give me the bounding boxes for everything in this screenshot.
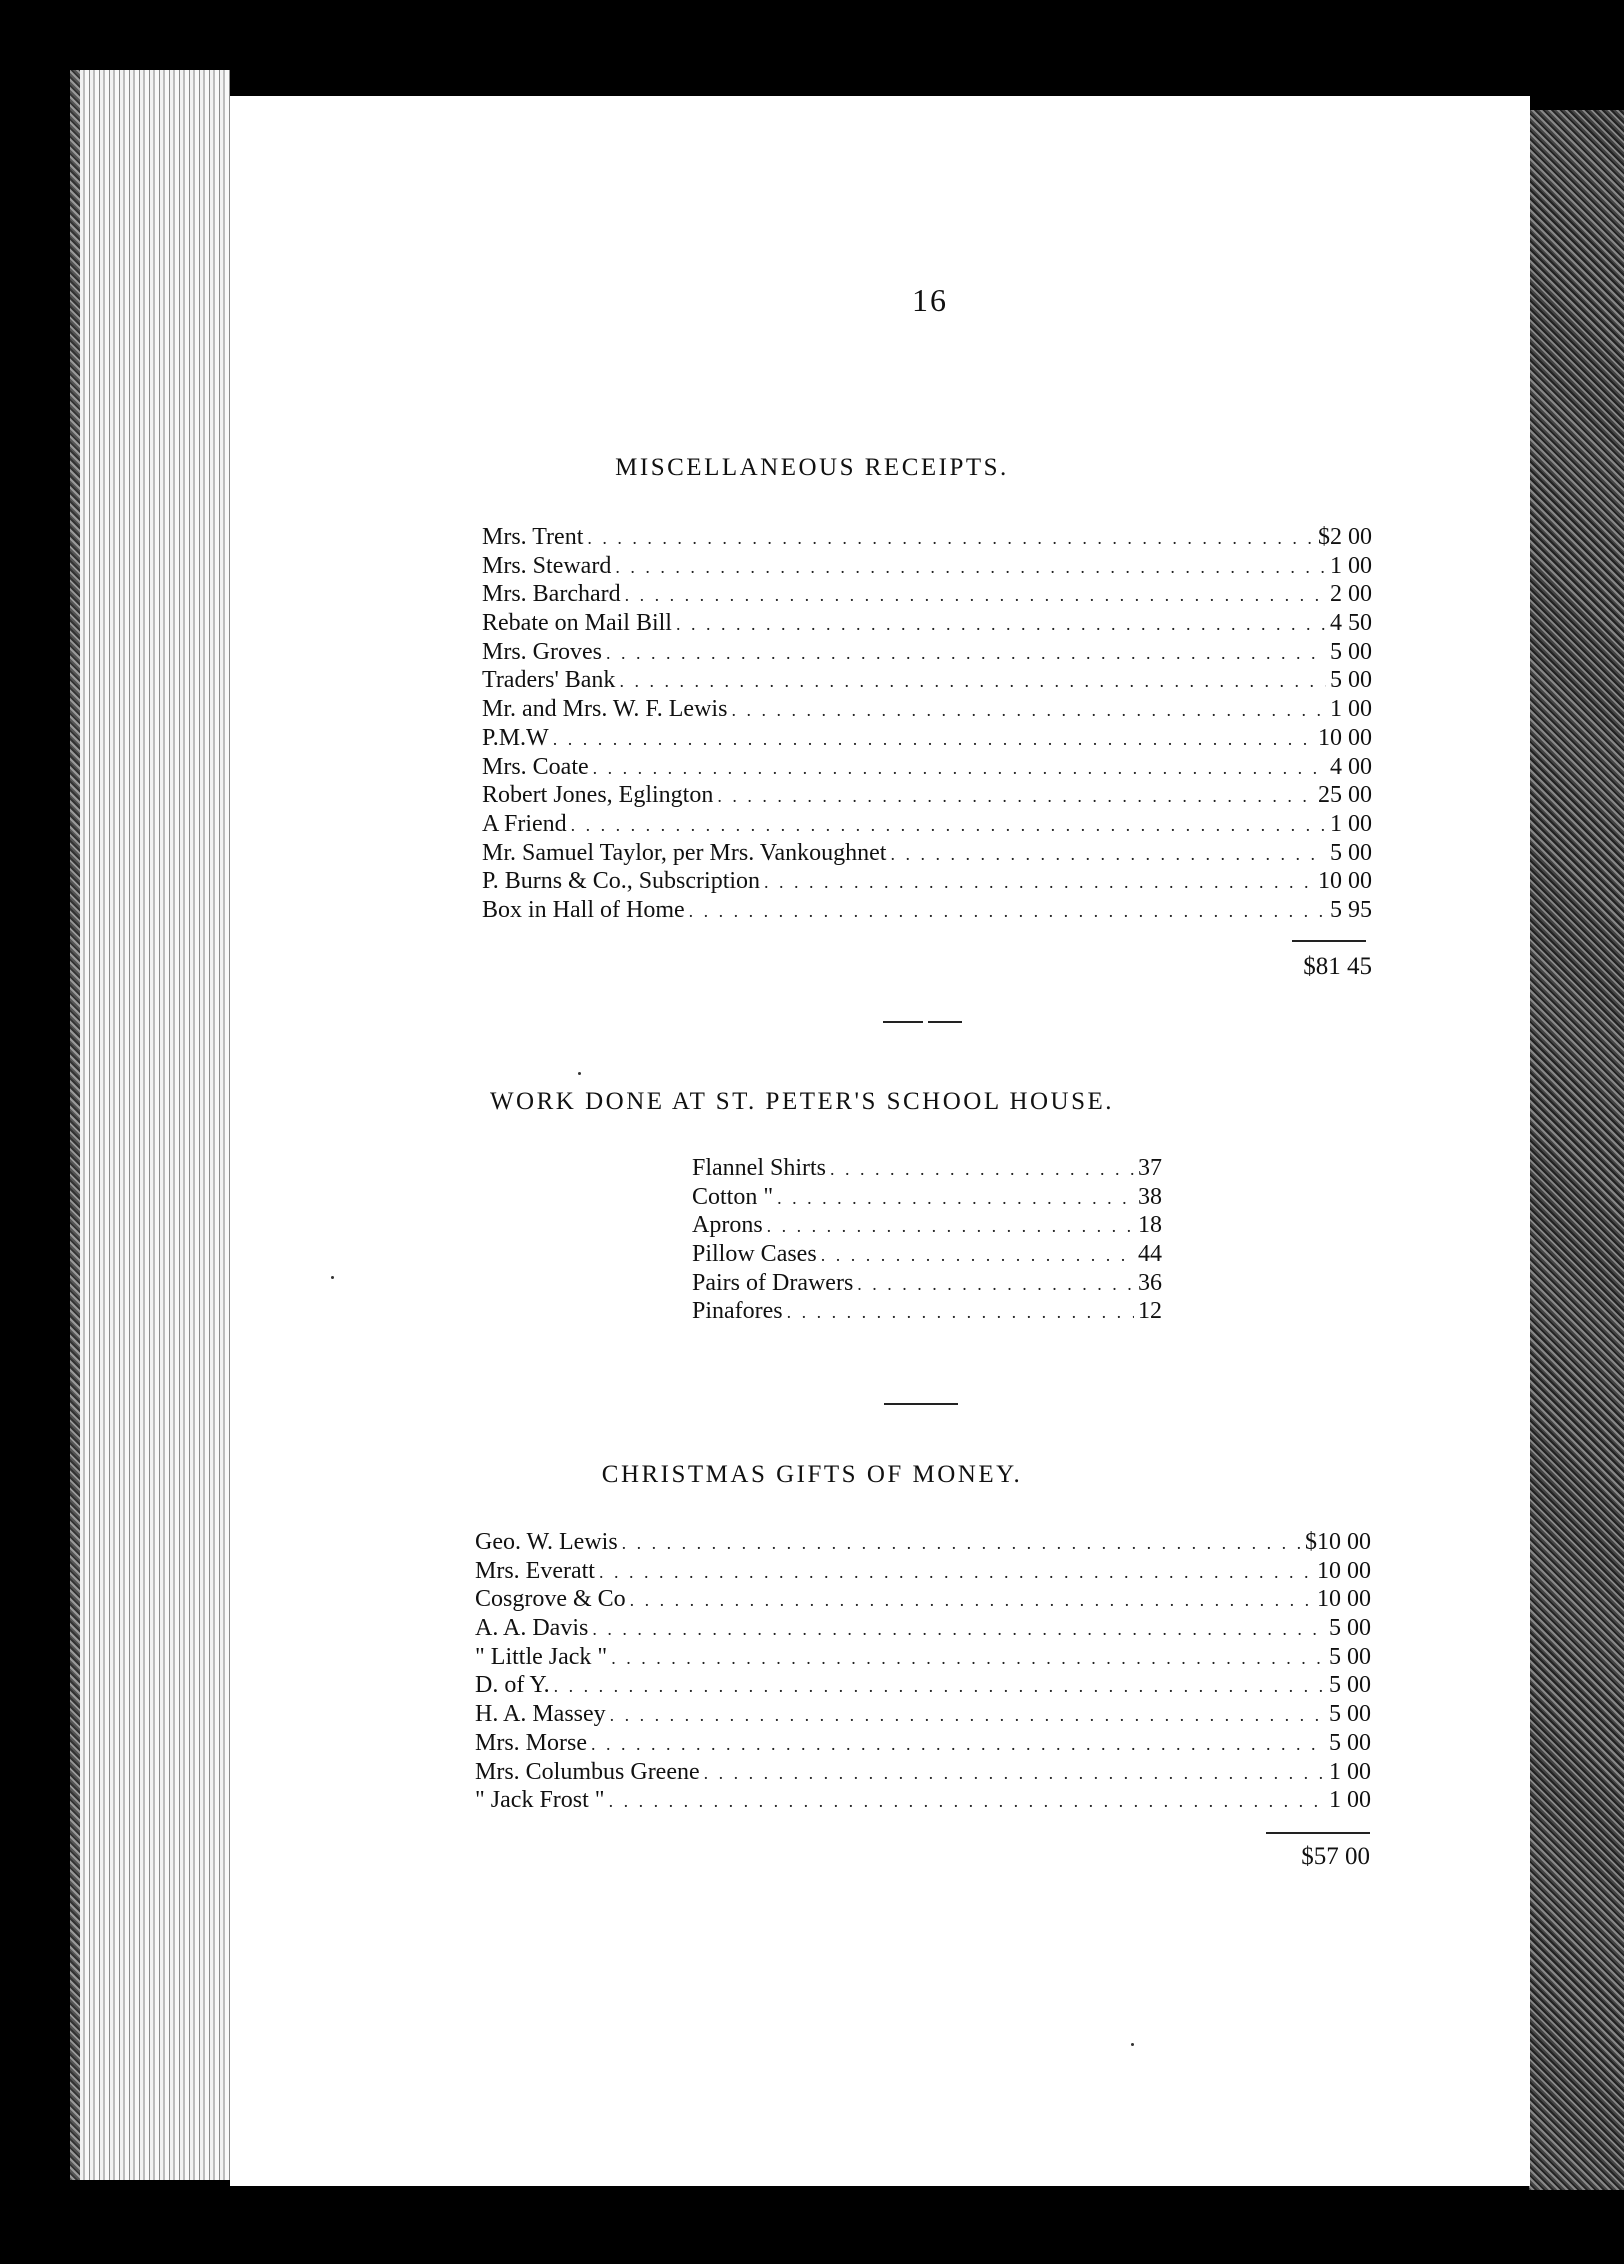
list-item	[692, 1240, 1162, 1269]
dot-leader	[777, 1184, 1134, 1213]
list-item	[692, 1154, 1162, 1183]
item-value: 1 00	[1330, 810, 1372, 837]
work-done-heading: WORK DONE AT ST. PETER'S SCHOOL HOUSE.	[489, 1088, 1115, 1115]
dot-leader	[606, 639, 1326, 668]
dot-leader	[553, 725, 1314, 754]
list-item	[482, 839, 1372, 868]
item-name: Pillow Cases	[692, 1241, 817, 1268]
facing-page-edge	[1529, 110, 1624, 2190]
dot-leader	[821, 1241, 1134, 1270]
item-name: H. A. Massey	[475, 1701, 606, 1728]
item-value: 1 00	[1329, 1787, 1371, 1814]
item-value: 10 00	[1317, 1586, 1371, 1613]
list-item	[482, 867, 1372, 896]
item-value: 4 50	[1330, 610, 1372, 637]
item-value: 5 00	[1329, 1615, 1371, 1642]
item-value: 5 00	[1329, 1643, 1371, 1670]
item-value: 36	[1138, 1269, 1162, 1296]
item-name: Mrs. Trent	[482, 524, 584, 550]
section-divider	[928, 1021, 962, 1023]
item-value: 5 00	[1329, 1672, 1371, 1699]
list-item	[482, 695, 1372, 724]
item-name: Geo. W. Lewis	[475, 1529, 618, 1555]
dot-leader	[593, 754, 1326, 783]
dot-leader	[890, 840, 1326, 869]
dot-leader	[717, 782, 1314, 811]
dot-leader	[767, 1212, 1134, 1241]
item-value: 37	[1138, 1155, 1162, 1181]
list-item	[475, 1557, 1371, 1586]
list-item	[482, 810, 1372, 839]
dot-leader	[787, 1298, 1134, 1327]
list-item	[482, 638, 1372, 667]
christmas-total: $57 00	[1301, 1843, 1370, 1870]
list-item	[475, 1729, 1371, 1758]
dot-leader	[630, 1586, 1313, 1615]
list-item	[482, 666, 1372, 695]
item-value: 10 00	[1317, 1557, 1371, 1584]
dot-leader	[704, 1759, 1325, 1788]
item-name: " Little Jack "	[475, 1643, 608, 1670]
dot-leader	[609, 1787, 1325, 1816]
item-name: A. A. Davis	[475, 1615, 589, 1642]
dot-leader	[591, 1730, 1325, 1759]
scan-speck	[331, 1276, 334, 1279]
list-item	[475, 1614, 1371, 1643]
item-value: 38	[1138, 1183, 1162, 1210]
item-value: $10 00	[1305, 1529, 1371, 1555]
list-item	[482, 781, 1372, 810]
item-value: 12	[1138, 1298, 1162, 1325]
item-value: 10 00	[1318, 724, 1372, 751]
item-name: A Friend	[482, 810, 567, 837]
list-item	[482, 896, 1372, 925]
item-name: Mr. Samuel Taylor, per Mrs. Vankoughnet	[482, 839, 887, 866]
dot-leader	[622, 1529, 1301, 1558]
list-item	[482, 609, 1372, 638]
item-name: D. of Y.	[475, 1672, 550, 1699]
dot-leader	[611, 1644, 1325, 1673]
section-divider	[884, 1403, 958, 1405]
item-name: Pinafores	[692, 1298, 783, 1325]
item-name: P. Burns & Co., Subscription	[482, 868, 761, 895]
item-value: 5 95	[1330, 896, 1372, 923]
dot-leader	[857, 1270, 1134, 1299]
item-value: 4 00	[1330, 753, 1372, 780]
item-name: Rebate on Mail Bill	[482, 610, 672, 637]
misc-receipts-heading: MISCELLANEOUS RECEIPTS.	[615, 454, 1009, 481]
christmas-total-rule	[1266, 1832, 1370, 1834]
list-item	[482, 724, 1372, 753]
dot-leader	[615, 553, 1326, 582]
page-number: 16	[912, 282, 948, 318]
list-item	[475, 1585, 1371, 1614]
item-value: $2 00	[1318, 524, 1372, 550]
item-name: Cotton "	[692, 1183, 774, 1210]
item-name: Mrs. Morse	[475, 1729, 587, 1756]
item-name: Mrs. Everatt	[475, 1557, 595, 1584]
item-name: Flannel Shirts	[692, 1155, 827, 1181]
item-value: 5 00	[1329, 1701, 1371, 1728]
dot-leader	[619, 667, 1326, 696]
item-value: 2 00	[1330, 581, 1372, 608]
misc-total: $81 45	[1303, 953, 1372, 980]
item-name: Aprons	[692, 1212, 763, 1239]
dot-leader	[764, 868, 1314, 897]
scan-speck	[578, 1072, 581, 1075]
misc-receipts-list	[482, 523, 1372, 925]
list-item	[482, 552, 1372, 581]
list-item	[482, 753, 1372, 782]
christmas-gifts-list	[475, 1528, 1371, 1815]
list-item	[475, 1758, 1371, 1787]
item-value: 5 00	[1330, 839, 1372, 866]
dot-leader	[592, 1615, 1325, 1644]
item-value: 1 00	[1330, 696, 1372, 723]
item-name: Traders' Bank	[482, 667, 616, 694]
item-name: Mrs. Coate	[482, 753, 589, 780]
dot-leader	[830, 1155, 1134, 1184]
list-item	[475, 1528, 1371, 1557]
list-item	[692, 1183, 1162, 1212]
item-name: Cosgrove & Co	[475, 1586, 626, 1613]
list-item	[692, 1211, 1162, 1240]
dot-leader	[676, 610, 1326, 639]
item-value: 10 00	[1318, 868, 1372, 895]
dot-leader	[587, 524, 1314, 553]
list-item	[692, 1269, 1162, 1298]
item-name: P.M.W	[482, 724, 549, 751]
misc-total-rule	[1292, 940, 1366, 942]
list-item	[475, 1700, 1371, 1729]
item-name: Mr. and Mrs. W. F. Lewis	[482, 696, 728, 723]
item-value: 1 00	[1330, 552, 1372, 579]
item-value: 18	[1138, 1212, 1162, 1239]
item-value: 5 00	[1330, 638, 1372, 665]
dot-leader	[610, 1701, 1325, 1730]
item-value: 5 00	[1329, 1729, 1371, 1756]
dot-leader	[731, 696, 1326, 725]
list-item	[475, 1671, 1371, 1700]
item-name: Pairs of Drawers	[692, 1269, 854, 1296]
work-done-list	[692, 1154, 1162, 1326]
item-name: Box in Hall of Home	[482, 896, 685, 923]
dot-leader	[599, 1558, 1313, 1587]
item-value: 1 00	[1329, 1758, 1371, 1785]
list-item	[692, 1297, 1162, 1326]
item-name: Robert Jones, Eglington	[482, 782, 714, 809]
document-page	[230, 96, 1530, 2186]
dot-leader	[554, 1672, 1325, 1701]
item-value: 25 00	[1318, 782, 1372, 809]
item-name: " Jack Frost "	[475, 1787, 605, 1814]
list-item	[482, 580, 1372, 609]
item-value: 44	[1138, 1241, 1162, 1268]
item-value: 5 00	[1330, 667, 1372, 694]
scan-speck	[1131, 2043, 1134, 2046]
dot-leader	[689, 897, 1326, 926]
section-divider	[883, 1021, 923, 1023]
list-item	[475, 1786, 1371, 1815]
item-name: Mrs. Barchard	[482, 581, 621, 608]
item-name: Mrs. Columbus Greene	[475, 1758, 700, 1785]
page-edges	[80, 70, 230, 2180]
item-name: Mrs. Steward	[482, 552, 612, 579]
dot-leader	[571, 811, 1326, 840]
list-item	[475, 1643, 1371, 1672]
item-name: Mrs. Groves	[482, 638, 602, 665]
dot-leader	[625, 581, 1326, 610]
list-item	[482, 523, 1372, 552]
christmas-gifts-heading: CHRISTMAS GIFTS OF MONEY.	[601, 1461, 1023, 1488]
